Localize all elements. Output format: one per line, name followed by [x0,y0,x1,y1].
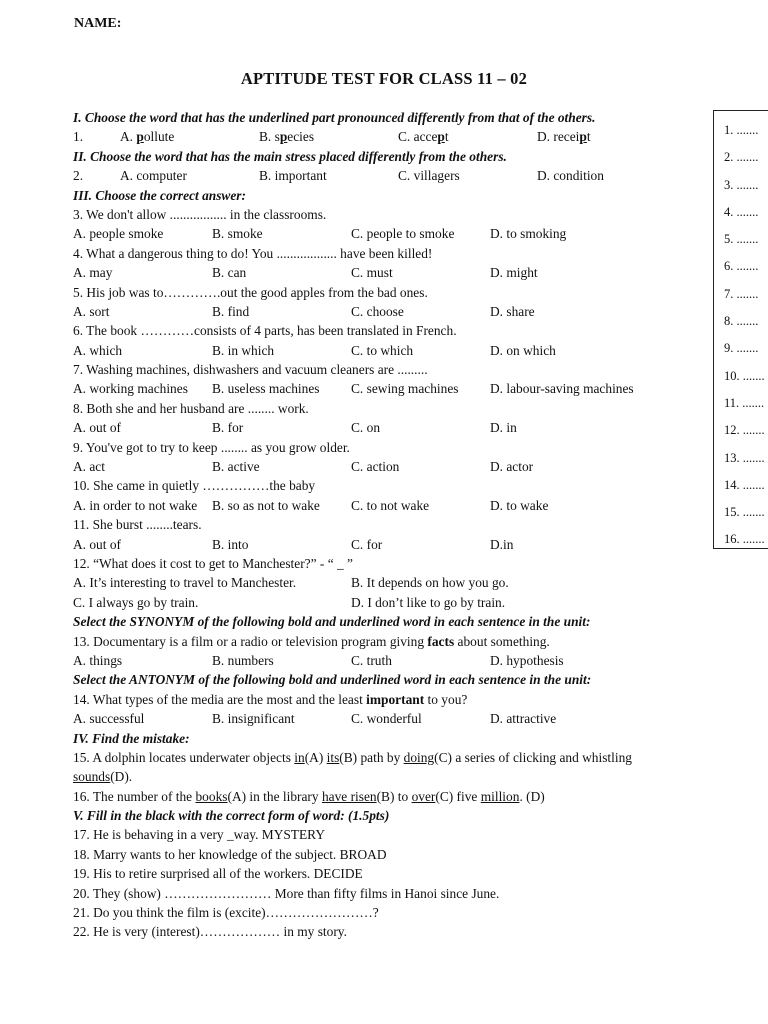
key-word: important [366,691,425,707]
answer-box [713,110,768,549]
question-text: 4. What a dangerous thing to do! You .................. have been killed! [73,245,433,261]
question-15: 15. A dolphin locates underwater objects in(A) its(B) path by doing(C) a series of clicking and whistling [73,749,632,765]
options-row [73,496,713,515]
option-d: D. labour-saving machines [490,381,634,397]
option-c: C. for [351,536,383,552]
option-a: A. working machines [73,381,188,397]
answer-slot[interactable]: 12. ....... [724,423,765,438]
option-a: A. out of [73,420,121,436]
synonym-heading: Select the SYNONYM of the following bold and underlined word in each sentence in the unit: [73,614,591,630]
option-b: B. numbers [212,652,274,668]
option-d: D. in [490,420,517,436]
question-text: 7. Washing machines, dishwashers and vacuum cleaners are ......... [73,362,428,378]
question-number: 1. [73,129,84,145]
option-c: C. on [351,420,381,436]
answer-slot[interactable]: 14. ....... [724,477,765,492]
option-c: C. people to smoke [351,226,455,242]
option-d: D. to smoking [490,226,567,242]
question-text: 3. We don't allow ................. in the classrooms. [73,206,327,222]
option-d: D. on which [490,342,556,358]
section-1-heading: I. Choose the word that has the underlined part pronounced differently from that of the others. [73,110,596,125]
question-text: 13. Documentary is a film or a radio or television program giving facts about something. [73,633,550,649]
options-row [73,224,713,243]
question-number: 2. [73,168,84,184]
answer-slot[interactable]: 16. ....... [724,532,765,547]
question-text: 8. Both she and her husband are ........ work. [73,400,309,416]
option-c: C. must [351,265,393,281]
answer-slot[interactable]: 4. ....... [724,204,759,219]
question-text: 11. She burst ........tears. [73,517,202,533]
question-text: 10. She came in quietly ……………the baby [73,478,316,494]
option-b: B. into [212,536,249,552]
option-a: A. sort [73,303,110,319]
key-word: facts [427,633,455,649]
antonym-heading: Select the ANTONYM of the following bold and underlined word in each sentence in the unit: [73,672,592,688]
option-a: A. pollute [120,129,175,145]
fill-question: 21. Do you think the film is (excite)……………………? [73,905,379,921]
question-text: 6. The book …………consists of 4 parts, has been translated in French. [73,323,457,339]
answer-slot[interactable]: 7. ....... [724,286,759,301]
question-1 [73,127,713,146]
option-d: D. condition [537,168,604,184]
options-row [73,341,713,360]
options-row [73,302,713,321]
option-b: B. important [259,168,327,184]
option-b: B. can [212,265,247,281]
option-b: B. species [259,129,315,145]
option-c: C. truth [351,652,392,668]
option-c: C. action [351,459,400,475]
answer-slot[interactable]: 2. ....... [724,150,759,165]
fill-question: 20. They (show) …………………… More than fifty films in Hanoi since June. [73,885,500,901]
answer-slot[interactable]: 10. ....... [724,368,765,383]
option-c: C. sewing machines [351,381,459,397]
option-d: D. to wake [490,497,549,513]
option-d: D. I don’t like to go by train. [351,594,506,610]
option-b: B. It depends on how you go. [351,575,509,591]
answer-slot[interactable]: 8. ....... [724,314,759,329]
option-d: D. actor [490,459,534,475]
options-row [73,379,713,398]
option-b: B. in which [212,342,275,358]
option-b: B. for [212,420,244,436]
fill-question: 19. His to retire surprised all of the workers. DECIDE [73,866,363,882]
page-title: APTITUDE TEST FOR CLASS 11 – 02 [240,69,528,88]
options-row [73,418,713,437]
option-a: A. in order to not wake [73,497,198,513]
options-row [73,651,713,670]
option-c: C. wonderful [351,711,422,727]
question-16: 16. The number of the books(A) in the library have risen(B) to over(C) five million. (D) [73,788,545,804]
option-c: C. villagers [398,168,460,184]
answer-slot[interactable]: 1. ....... [724,123,759,137]
section-2-heading: II. Choose the word that has the main stress placed differently from the others. [73,148,507,164]
fill-question: 22. He is very (interest)……………… in my story. [73,924,347,940]
section-3-heading: III. Choose the correct answer: [73,187,246,203]
option-b: B. smoke [212,226,263,242]
option-b: B. find [212,303,250,319]
answer-slot[interactable]: 13. ....... [724,450,765,465]
option-a: A. people smoke [73,226,164,242]
option-a: A. act [73,459,105,475]
option-a: A. computer [120,168,187,184]
option-b: B. so as not to wake [212,497,320,513]
question-15-cont: sounds(D). [73,769,133,785]
answer-slot[interactable]: 5. ....... [724,232,759,247]
option-a: A. out of [73,536,121,552]
option-a: A. which [73,342,123,358]
option-d: D. receipt [537,129,591,145]
options-row [73,573,713,592]
answer-slot[interactable]: 15. ....... [724,505,765,520]
section-5-heading: V. Fill in the black with the correct form of word: (1.5pts) [73,808,390,824]
option-c: C. choose [351,303,404,319]
question-text: 5. His job was to………….out the good apples from the bad ones. [73,284,428,300]
options-row [73,593,713,612]
name-label: NAME: [74,16,122,31]
test-body [73,108,713,942]
option-d: D. share [490,303,535,319]
option-c: C. to which [351,342,414,358]
answer-slot[interactable]: 6. ....... [724,259,759,274]
option-b: B. useless machines [212,381,320,397]
options-row [73,263,713,282]
answer-slot[interactable]: 11. ....... [724,395,765,410]
question-text: 9. You've got to try to keep ........ as you grow older. [73,439,350,455]
option-c: C. I always go by train. [73,594,199,610]
option-a: A. may [73,265,113,281]
answer-slot[interactable]: 3. ....... [724,177,759,192]
option-a: A. things [73,652,123,668]
option-c: C. to not wake [351,497,430,513]
answer-slot[interactable]: 9. ....... [724,341,759,356]
options-row [73,457,713,476]
option-a: A. successful [73,711,145,727]
fill-question: 18. Marry wants to her knowledge of the subject. BROAD [73,846,387,862]
option-a: A. It’s interesting to travel to Manchester. [73,575,297,591]
fill-question: 17. He is behaving in a very _way. MYSTERY [73,827,326,843]
option-c: C. accept [398,129,449,145]
option-d: D.in [490,536,514,552]
option-d: D. attractive [490,711,557,727]
question-text: 14. What types of the media are the most and the least important to you? [73,691,468,707]
option-b: B. active [212,459,260,475]
option-d: D. hypothesis [490,652,564,668]
question-text: 12. “What does it cost to get to Manchester?” - “ _ ” [73,555,353,571]
section-4-heading: IV. Find the mistake: [73,730,190,746]
options-row [73,709,713,728]
option-b: B. insignificant [212,711,295,727]
question-2 [73,166,713,185]
option-d: D. might [490,265,538,281]
options-row [73,535,713,554]
